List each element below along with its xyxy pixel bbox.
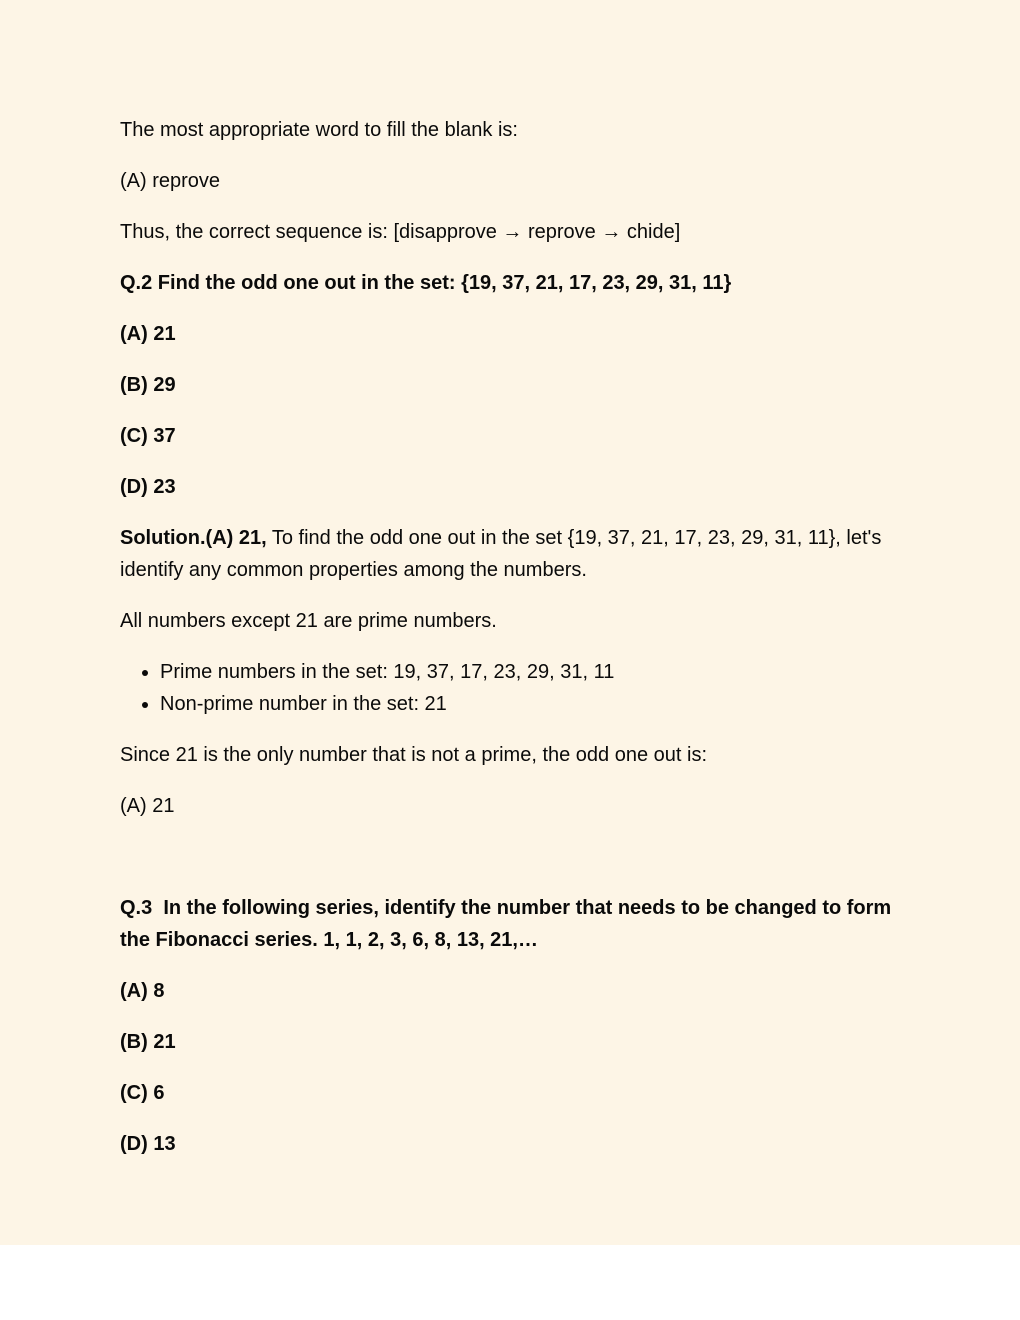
- q2-option-b: (B) 29: [120, 374, 176, 396]
- q2-title: Q.2 Find the odd one out in the set: {19, 37, 21, 17, 23, 29, 31, 11}: [120, 272, 732, 294]
- q2-conclusion: Since 21 is the only number that is not a prime, the odd one out is:: [120, 744, 708, 766]
- q2-solution-text: To find the odd one out in the set {19, 37, 21, 17, 23, 29, 31, 11}, let's identify any common properties among the numbers.: [120, 527, 882, 581]
- q2-bullet-list: [120, 656, 900, 720]
- q3-option-b: (B) 21: [120, 1031, 176, 1053]
- q3-option-d: (D) 13: [120, 1133, 176, 1155]
- intro-prompt: The most appropriate word to fill the blank is:: [120, 119, 518, 141]
- q2-option-c: (C) 37: [120, 425, 176, 447]
- paragraph-gap: [120, 841, 900, 892]
- intro-answer: (A) reprove: [120, 170, 221, 192]
- q2-note: All numbers except 21 are prime numbers.: [120, 610, 497, 632]
- q3-title: Q.3 In the following series, identify the number that needs to be changed to form the Fibonacci series. 1, 1, 2, 3, 6, 8, 13, 21,…: [120, 897, 897, 951]
- q2-option-d: (D) 23: [120, 476, 176, 498]
- q2-bullet-nonprime: • Non-prime number in the set: 21: [160, 688, 900, 720]
- q2-bullet-prime: • Prime numbers in the set: 19, 37, 17, 23, 29, 31, 11: [160, 656, 900, 688]
- q2-option-a: (A) 21: [120, 323, 176, 345]
- q3-option-c: (C) 6: [120, 1082, 165, 1104]
- q2-solution-label: Solution.(A) 21,: [120, 527, 267, 549]
- intro-sequence: Thus, the correct sequence is: [disapprove → reprove → chide]: [120, 221, 681, 243]
- q2-solution: [120, 522, 900, 586]
- q2-answer: (A) 21: [120, 795, 175, 817]
- document-content: [120, 114, 900, 1160]
- q3-option-a: (A) 8: [120, 980, 165, 1002]
